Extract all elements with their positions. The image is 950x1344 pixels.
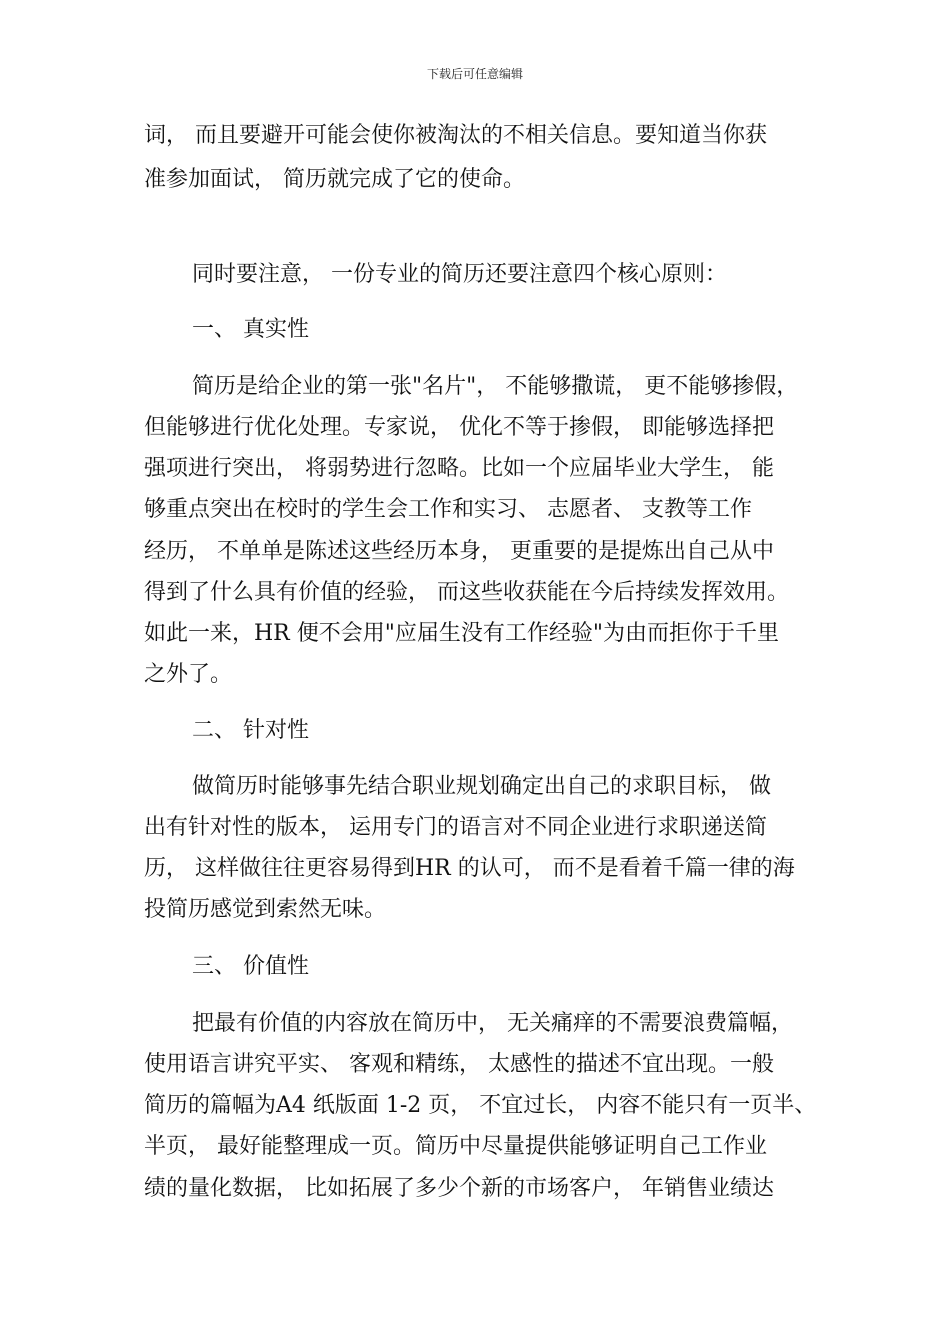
text-line: 强项进行突出， 将弱势进行忽略。比如一个应届毕业大学生， 能 — [144, 456, 774, 481]
text-line: 得到了什么具有价值的经验， 而这些收获能在今后持续发挥效用。 — [144, 580, 789, 605]
text-line: 够重点突出在校时的学生会工作和实习、 志愿者、 支教等工作 — [144, 497, 752, 522]
text-line: 投简历感觉到索然无味。 — [144, 897, 387, 922]
section-heading: 三、 价值性 — [192, 954, 309, 979]
text-line: 使用语言讲究平实、 客观和精练， 太感性的描述不宜出现。一般 — [144, 1052, 774, 1077]
text-line: 简历的篇幅为A4 纸版面 1-2 页， 不宜过长， 内容不能只有一页半、 — [144, 1093, 817, 1118]
text-line: 历， 这样做往往更容易得到HR 的认可， 而不是看着千篇一律的海 — [144, 856, 795, 881]
section-heading: 一、 真实性 — [192, 317, 309, 342]
section-heading: 二、 针对性 — [192, 718, 309, 743]
text-line: 词， 而且要避开可能会使你被淘汰的不相关信息。要知道当你获 — [144, 123, 767, 148]
text-line: 经历， 不单单是陈述这些经历本身， 更重要的是提炼出自己从中 — [144, 539, 774, 564]
text-line: 准参加面试， 简历就完成了它的使命。 — [144, 167, 525, 192]
text-line: 同时要注意， 一份专业的简历还要注意四个核心原则： — [192, 262, 727, 287]
text-line: 半页， 最好能整理成一页。简历中尽量提供能够证明自己工作业 — [144, 1134, 767, 1159]
text-line: 出有针对性的版本， 运用专门的语言对不同企业进行求职递送简 — [144, 815, 767, 840]
text-line: 如此一来，HR 便不会用"应届生没有工作经验"为由而拒你于千里 — [144, 621, 779, 646]
text-line: 绩的量化数据， 比如拓展了多少个新的市场客户， 年销售业绩达 — [144, 1176, 774, 1201]
text-line: 把最有价值的内容放在简历中， 无关痛痒的不需要浪费篇幅， — [192, 1011, 793, 1036]
page-header: 下载后可任意编辑 — [426, 67, 523, 81]
text-line: 但能够进行优化处理。专家说， 优化不等于掺假， 即能够选择把 — [144, 415, 774, 440]
text-line: 做简历时能够事先结合职业规划确定出自己的求职目标， 做 — [192, 774, 771, 799]
text-line: 之外了。 — [144, 662, 233, 687]
text-line: 简历是给企业的第一张"名片"， 不能够撒谎， 更不能够掺假， — [192, 374, 799, 399]
